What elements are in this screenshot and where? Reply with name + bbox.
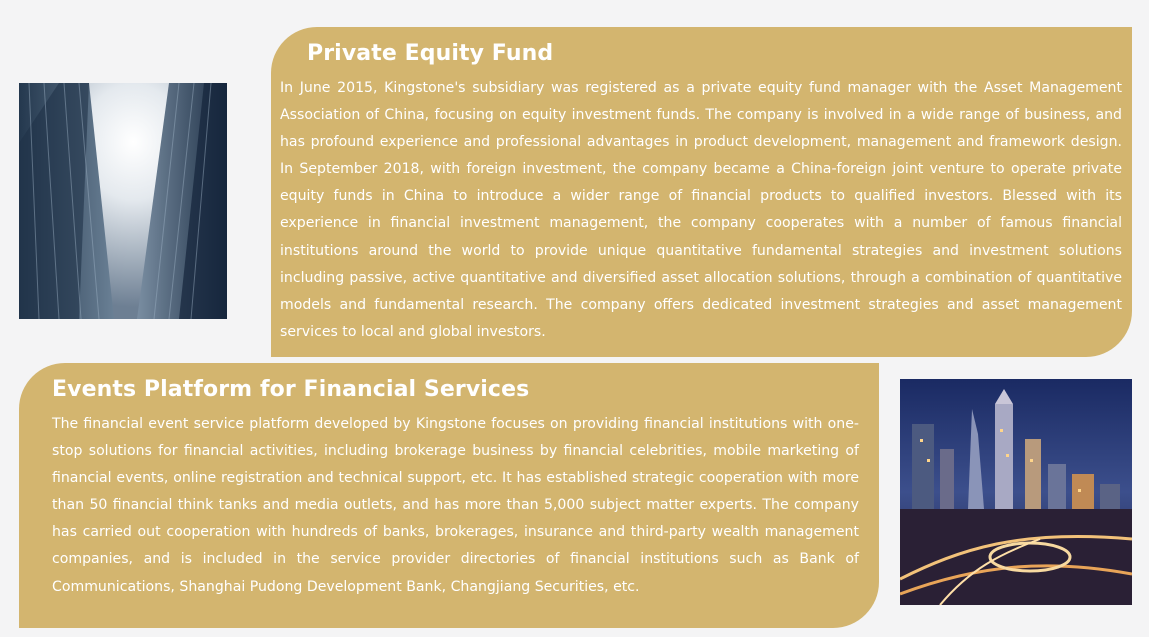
- events-platform-card: [19, 363, 879, 628]
- private-equity-card: [271, 27, 1132, 357]
- events-platform-description: The financial event service platform developed by Kingstone focuses on providing financial institutions with one-stop solutions for financial activities, including brokerage business by financial celebrities, mobile marketing of financial events, online registration and technical support, etc. It has established strategic cooperation with more than 50 financial think tanks and media outlets, and has more than 5,000 subject matter experts. The company has carried out cooperation with hundreds of banks, brokerages, insurance and third-party wealth management companies, and is included in the service provider directories of financial institutions such as Bank of Communications, Shanghai Pudong Development Bank, Changjiang Securities, etc.: [52, 416, 859, 595]
- events-platform-title: Events Platform for Financial Services: [52, 377, 530, 402]
- skyscrapers-photo: [19, 83, 227, 319]
- private-equity-title: Private Equity Fund: [307, 41, 554, 66]
- city-night-photo: [900, 379, 1132, 605]
- private-equity-description: In June 2015, Kingstone's subsidiary was registered as a private equity fund manager with the Asset Management Association of China, focusing on equity investment funds. The company is involved in a wide range of business, and has profound experience and professional advantages in product development, management and framework design. In September 2018, with foreign investment, the company became a China-foreign joint venture to operate private equity funds in China to introduce a wider range of financial products to qualified investors. Blessed with its experience in financial investment management, the company cooperates with a number of famous financial institutions around the world to provide unique quantitative fundamental strategies and investment solutions including passive, active quantitative and diversified asset allocation solutions, through a combination of quantitative models and fundamental research. The company offers dedicated investment strategies and asset management services to local and global investors.: [280, 80, 1122, 340]
